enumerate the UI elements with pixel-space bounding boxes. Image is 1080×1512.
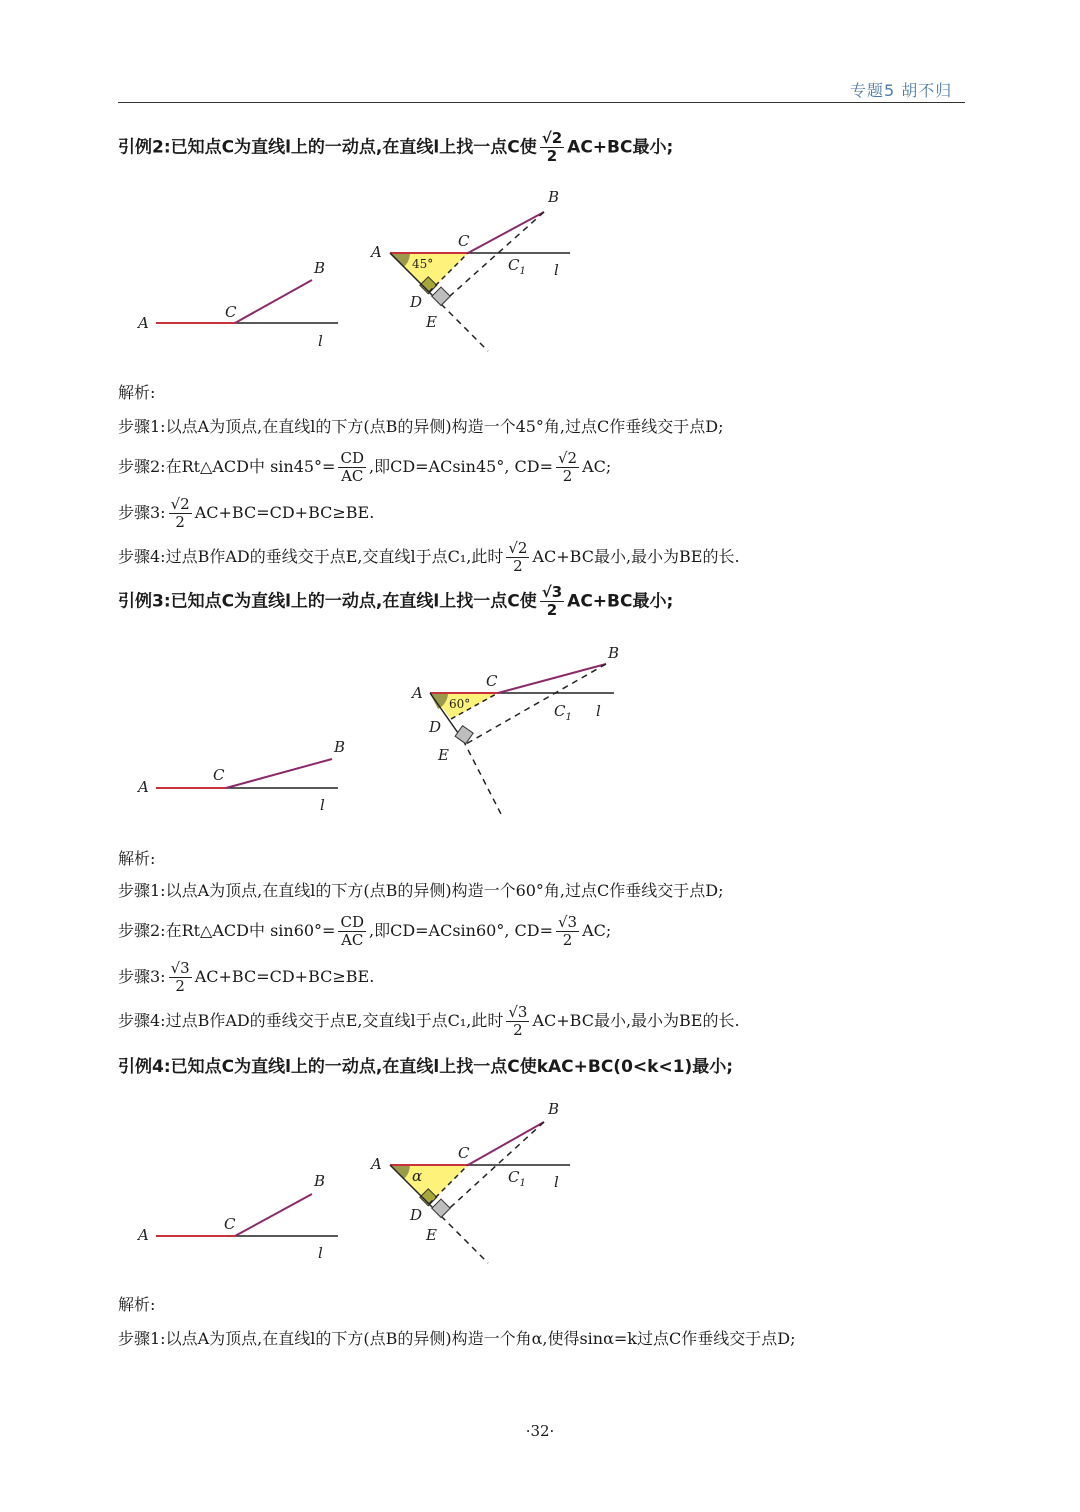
label-l: l bbox=[554, 261, 559, 279]
step-text: 步骤2:在Rt△ACD中 sin60°= bbox=[118, 921, 336, 940]
label-D: D bbox=[410, 293, 423, 311]
fraction-denominator: 2 bbox=[513, 1021, 523, 1039]
label-A: A bbox=[138, 778, 149, 796]
step-text: AC; bbox=[582, 921, 612, 940]
step-text: AC+BC最小,最小为BE的长. bbox=[532, 547, 740, 566]
label-C: C bbox=[224, 1215, 236, 1233]
step-text: AC+BC=CD+BC≥BE. bbox=[194, 503, 375, 522]
analysis-label: 解析: bbox=[118, 849, 156, 868]
label-E: E bbox=[426, 313, 437, 331]
step-3 bbox=[118, 960, 374, 995]
label-E: E bbox=[426, 1226, 437, 1244]
label-A: A bbox=[412, 684, 423, 702]
fraction-numerator: CD bbox=[340, 449, 364, 467]
label-B: B bbox=[608, 644, 620, 662]
step-1: 步骤1:以点A为顶点,在直线l的下方(点B的异侧)构造一个60°角,过点C作垂线交于点D; bbox=[118, 881, 724, 900]
step-text: 步骤4:过点B作AD的垂线交于点E,交直线l于点C₁,此时 bbox=[118, 547, 504, 566]
fraction bbox=[338, 450, 366, 485]
fraction-numerator: CD bbox=[340, 913, 364, 931]
angle-label: 60° bbox=[449, 697, 471, 711]
line-AE-extension bbox=[463, 740, 502, 816]
step-4 bbox=[118, 1004, 740, 1039]
fraction-denominator: 2 bbox=[546, 601, 558, 619]
segment-CB bbox=[235, 280, 312, 323]
step-text: AC+BC=CD+BC≥BE. bbox=[194, 967, 375, 986]
step-1: 步骤1:以点A为顶点,在直线l的下方(点B的异侧)构造一个角α,使得sinα=k过点C作垂线交于点D; bbox=[118, 1329, 796, 1348]
heading-prefix: 引例3:已知点C为直线l上的一动点,在直线l上找一点C使 bbox=[118, 591, 537, 612]
fraction bbox=[556, 914, 579, 949]
right-angle-E bbox=[432, 287, 450, 305]
segment-CB bbox=[235, 1194, 312, 1236]
step-text: ,即CD=ACsin60°, CD= bbox=[368, 921, 553, 940]
example-3-figure bbox=[118, 636, 638, 826]
label-B: B bbox=[548, 1100, 560, 1118]
example-4-figure bbox=[118, 1092, 598, 1272]
line-AE-extension bbox=[441, 1216, 488, 1263]
fraction-numerator: √2 bbox=[558, 449, 578, 467]
fraction bbox=[338, 914, 366, 949]
step-2 bbox=[118, 450, 611, 485]
step-text: AC; bbox=[582, 457, 612, 476]
label-C: C bbox=[213, 766, 225, 784]
fraction-denominator: 2 bbox=[546, 147, 558, 165]
heading-fraction bbox=[540, 130, 564, 165]
fraction bbox=[506, 1004, 529, 1039]
header-rule bbox=[118, 102, 965, 103]
label-C1: $C_1$ bbox=[554, 702, 572, 723]
fraction-numerator: √2 bbox=[541, 129, 563, 147]
example-4-heading: 引例4:已知点C为直线l上的一动点,在直线l上找一点C使kAC+BC(0<k<1)最小; bbox=[118, 1057, 734, 1077]
example-2-heading bbox=[118, 130, 673, 165]
fraction-denominator: 2 bbox=[175, 977, 185, 995]
chapter-header: 专题5 胡不归 bbox=[850, 81, 953, 100]
heading-fraction bbox=[540, 584, 564, 619]
label-C1: $C_1$ bbox=[508, 256, 526, 277]
fraction-numerator: √2 bbox=[508, 539, 528, 557]
step-text: ,即CD=ACsin45°, CD= bbox=[368, 457, 553, 476]
label-A: A bbox=[138, 314, 149, 332]
fraction-numerator: √3 bbox=[170, 959, 190, 977]
right-angle-E bbox=[432, 1199, 450, 1217]
heading-prefix: 引例2:已知点C为直线l上的一动点,在直线l上找一点C使 bbox=[118, 137, 537, 158]
label-D: D bbox=[429, 718, 442, 736]
segment-CB bbox=[226, 759, 332, 788]
label-l: l bbox=[318, 332, 323, 350]
label-C: C bbox=[486, 672, 498, 690]
page-number: ·32· bbox=[525, 1422, 555, 1440]
analysis-label: 解析: bbox=[118, 1295, 156, 1314]
label-l: l bbox=[554, 1173, 559, 1191]
heading-suffix: AC+BC最小; bbox=[567, 591, 674, 612]
label-C: C bbox=[458, 1144, 470, 1162]
label-A: A bbox=[371, 1155, 382, 1173]
example-3-heading bbox=[118, 584, 673, 619]
fraction bbox=[556, 450, 579, 485]
fraction-denominator: 2 bbox=[513, 557, 523, 575]
step-text: AC+BC最小,最小为BE的长. bbox=[532, 1011, 740, 1030]
fraction-denominator: 2 bbox=[175, 513, 185, 531]
fraction-numerator: √3 bbox=[508, 1003, 528, 1021]
step-text: 步骤3: bbox=[118, 503, 166, 522]
step-2 bbox=[118, 914, 611, 949]
label-l: l bbox=[596, 702, 601, 720]
step-3 bbox=[118, 496, 374, 531]
heading-suffix: AC+BC最小; bbox=[567, 137, 674, 158]
label-A: A bbox=[138, 1226, 149, 1244]
fraction bbox=[169, 496, 192, 531]
label-B: B bbox=[314, 259, 326, 277]
label-B: B bbox=[548, 188, 560, 206]
label-D: D bbox=[410, 1206, 423, 1224]
label-E: E bbox=[438, 746, 449, 764]
fraction-denominator: AC bbox=[341, 931, 364, 949]
line-AE-extension bbox=[441, 304, 488, 351]
step-text: 步骤3: bbox=[118, 967, 166, 986]
segment-CB bbox=[468, 212, 544, 253]
analysis-label: 解析: bbox=[118, 383, 156, 402]
label-C: C bbox=[225, 303, 237, 321]
fraction-denominator: 2 bbox=[562, 931, 573, 949]
step-text: 步骤4:过点B作AD的垂线交于点E,交直线l于点C₁,此时 bbox=[118, 1011, 504, 1030]
fraction bbox=[506, 540, 529, 575]
label-C: C bbox=[458, 232, 470, 250]
segment-CB bbox=[498, 664, 606, 693]
fraction-numerator: √2 bbox=[170, 495, 190, 513]
label-A: A bbox=[371, 243, 382, 261]
angle-label: 45° bbox=[412, 257, 434, 271]
label-B: B bbox=[334, 738, 346, 756]
label-B: B bbox=[314, 1172, 326, 1190]
step-text: 步骤2:在Rt△ACD中 sin45°= bbox=[118, 457, 336, 476]
step-4 bbox=[118, 540, 740, 575]
fraction-denominator: AC bbox=[341, 467, 364, 485]
fraction-numerator: √3 bbox=[558, 913, 578, 931]
fraction bbox=[169, 960, 192, 995]
step-1: 步骤1:以点A为顶点,在直线l的下方(点B的异侧)构造一个45°角,过点C作垂线交于点D; bbox=[118, 417, 724, 436]
fraction-numerator: √3 bbox=[541, 583, 563, 601]
label-l: l bbox=[320, 796, 325, 814]
example-2-figure bbox=[118, 180, 598, 360]
label-l: l bbox=[318, 1244, 323, 1262]
fraction-denominator: 2 bbox=[562, 467, 573, 485]
segment-CB bbox=[468, 1122, 544, 1165]
angle-label: α bbox=[412, 1167, 423, 1185]
label-C1: $C_1$ bbox=[508, 1168, 526, 1189]
